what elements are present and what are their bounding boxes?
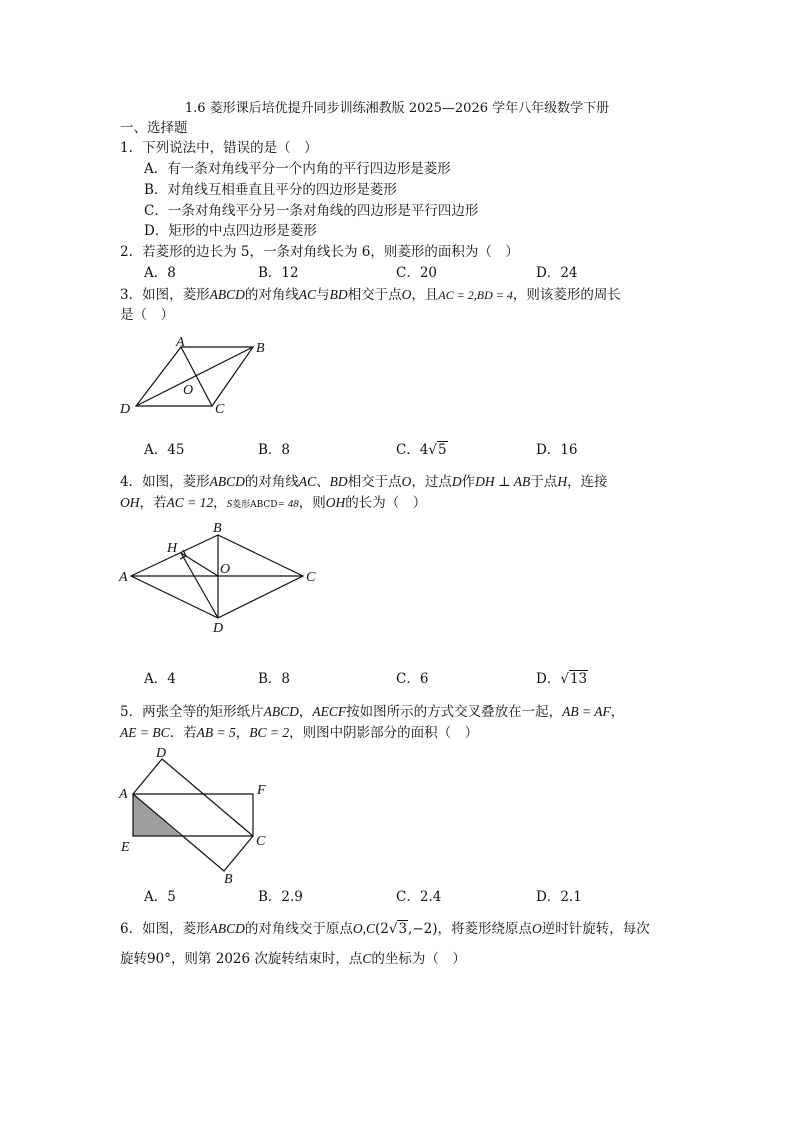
section-heading: 一、选择题 — [120, 120, 188, 136]
q4-label-o: O — [220, 562, 231, 577]
q4-option-a: A．4 — [144, 671, 176, 687]
q5-option-d: D．2.1 — [536, 889, 582, 905]
q4-option-b: B．8 — [258, 671, 291, 687]
sqrt-symbol: √13 — [560, 671, 588, 687]
q3-label-o: O — [183, 383, 194, 398]
q3-stem-line2: 是（ ） — [120, 307, 174, 323]
q5-option-b: B．2.9 — [258, 889, 303, 905]
sqrt-symbol: √3 — [388, 921, 408, 937]
q5-label-e: E — [121, 840, 130, 855]
q5-stem-line1: 5．两张全等的矩形纸片ABCD，AECF按如图所示的方式交叉叠放在一起，AB = AF， — [120, 704, 625, 720]
q3-option-b: B．8 — [258, 442, 291, 458]
sqrt-symbol: √5 — [428, 442, 447, 458]
q2-stem: 2．若菱形的边长为 5，一条对角线长为 6，则菱形的面积为（ ） — [120, 244, 519, 260]
q2-option-d: D．24 — [536, 265, 578, 281]
q6-stem-line2: 旋转90°，则第 2026 次旋转结束时，点C的坐标为（ ） — [120, 951, 466, 967]
q3-rhombus-figure — [118, 335, 278, 417]
q5-label-b: B — [224, 872, 233, 886]
q4-option-c: C．6 — [396, 671, 429, 687]
q3-diagonal-bd — [136, 347, 253, 406]
q1-stem: 1．下列说法中，错误的是（ ） — [120, 140, 318, 156]
q4-label-d: D — [213, 621, 224, 636]
q4-stem-line2: OH，若AC = 12，S菱形ABCD= 48，则OH的长为（ ） — [120, 495, 427, 511]
q4-label-h: H — [167, 541, 178, 556]
q4-segment-dh — [181, 553, 218, 618]
q1-option-b: B．对角线互相垂直且平分的四边形是菱形 — [144, 182, 397, 198]
q3-label-b: B — [256, 341, 265, 356]
q2-option-c: C．20 — [396, 265, 438, 281]
q2-option-b: B．12 — [258, 265, 299, 281]
q1-option-d: D．矩形的中点四边形是菱形 — [144, 223, 317, 239]
q3-option-a: A．45 — [144, 442, 185, 458]
q2-option-a: A．8 — [144, 265, 176, 281]
q5-option-a: A．5 — [144, 889, 176, 905]
q4-label-a: A — [119, 570, 128, 585]
q4-option-d: D．√13 — [536, 671, 588, 687]
q5-option-c: C．2.4 — [396, 889, 442, 905]
q4-rhombus-figure — [116, 520, 326, 636]
q4-label-c: C — [306, 570, 316, 585]
q5-label-d: D — [156, 746, 167, 761]
q5-label-a: A — [119, 787, 128, 802]
q5-label-c: C — [256, 834, 266, 849]
q4-segment-oh — [181, 553, 218, 576]
q3-label-d: D — [120, 402, 131, 417]
q3-stem: 3．如图，菱形ABCD的对角线AC与BD相交于点O，且AC = 2,BD = 4，则该菱形的周长 — [120, 287, 621, 303]
q6-stem-line1: 6．如图，菱形ABCD的对角线交于原点O,C(2√3,−2)，将菱形绕原点O逆时针旋转，每次 — [120, 921, 650, 937]
q3-option-c: C．4√5 — [396, 442, 447, 458]
q1-option-c: C．一条对角线平分另一条对角线的四边形是平行四边形 — [144, 203, 479, 219]
q3-label-c: C — [215, 402, 225, 417]
page-title: 1.6 菱形课后培优提升同步训练湘教版 2025—2026 学年八年级数学下册 — [184, 101, 610, 116]
q4-label-b: B — [213, 521, 222, 536]
q4-stem-line1: 4．如图，菱形ABCD的对角线AC、BD相交于点O，过点D作DH ⊥ AB于点H，连接 — [120, 474, 608, 490]
q3-label-a: A — [176, 335, 185, 350]
q3-option-d: D．16 — [536, 442, 578, 458]
q1-option-a: A．有一条对角线平分一个内角的平行四边形是菱形 — [144, 161, 451, 177]
q5-stem-line2: AE = BC．若AB = 5，BC = 2，则图中阴影部分的面积（ ） — [120, 725, 479, 741]
q5-label-f: F — [257, 783, 266, 798]
q5-rectangles-figure — [116, 744, 276, 886]
